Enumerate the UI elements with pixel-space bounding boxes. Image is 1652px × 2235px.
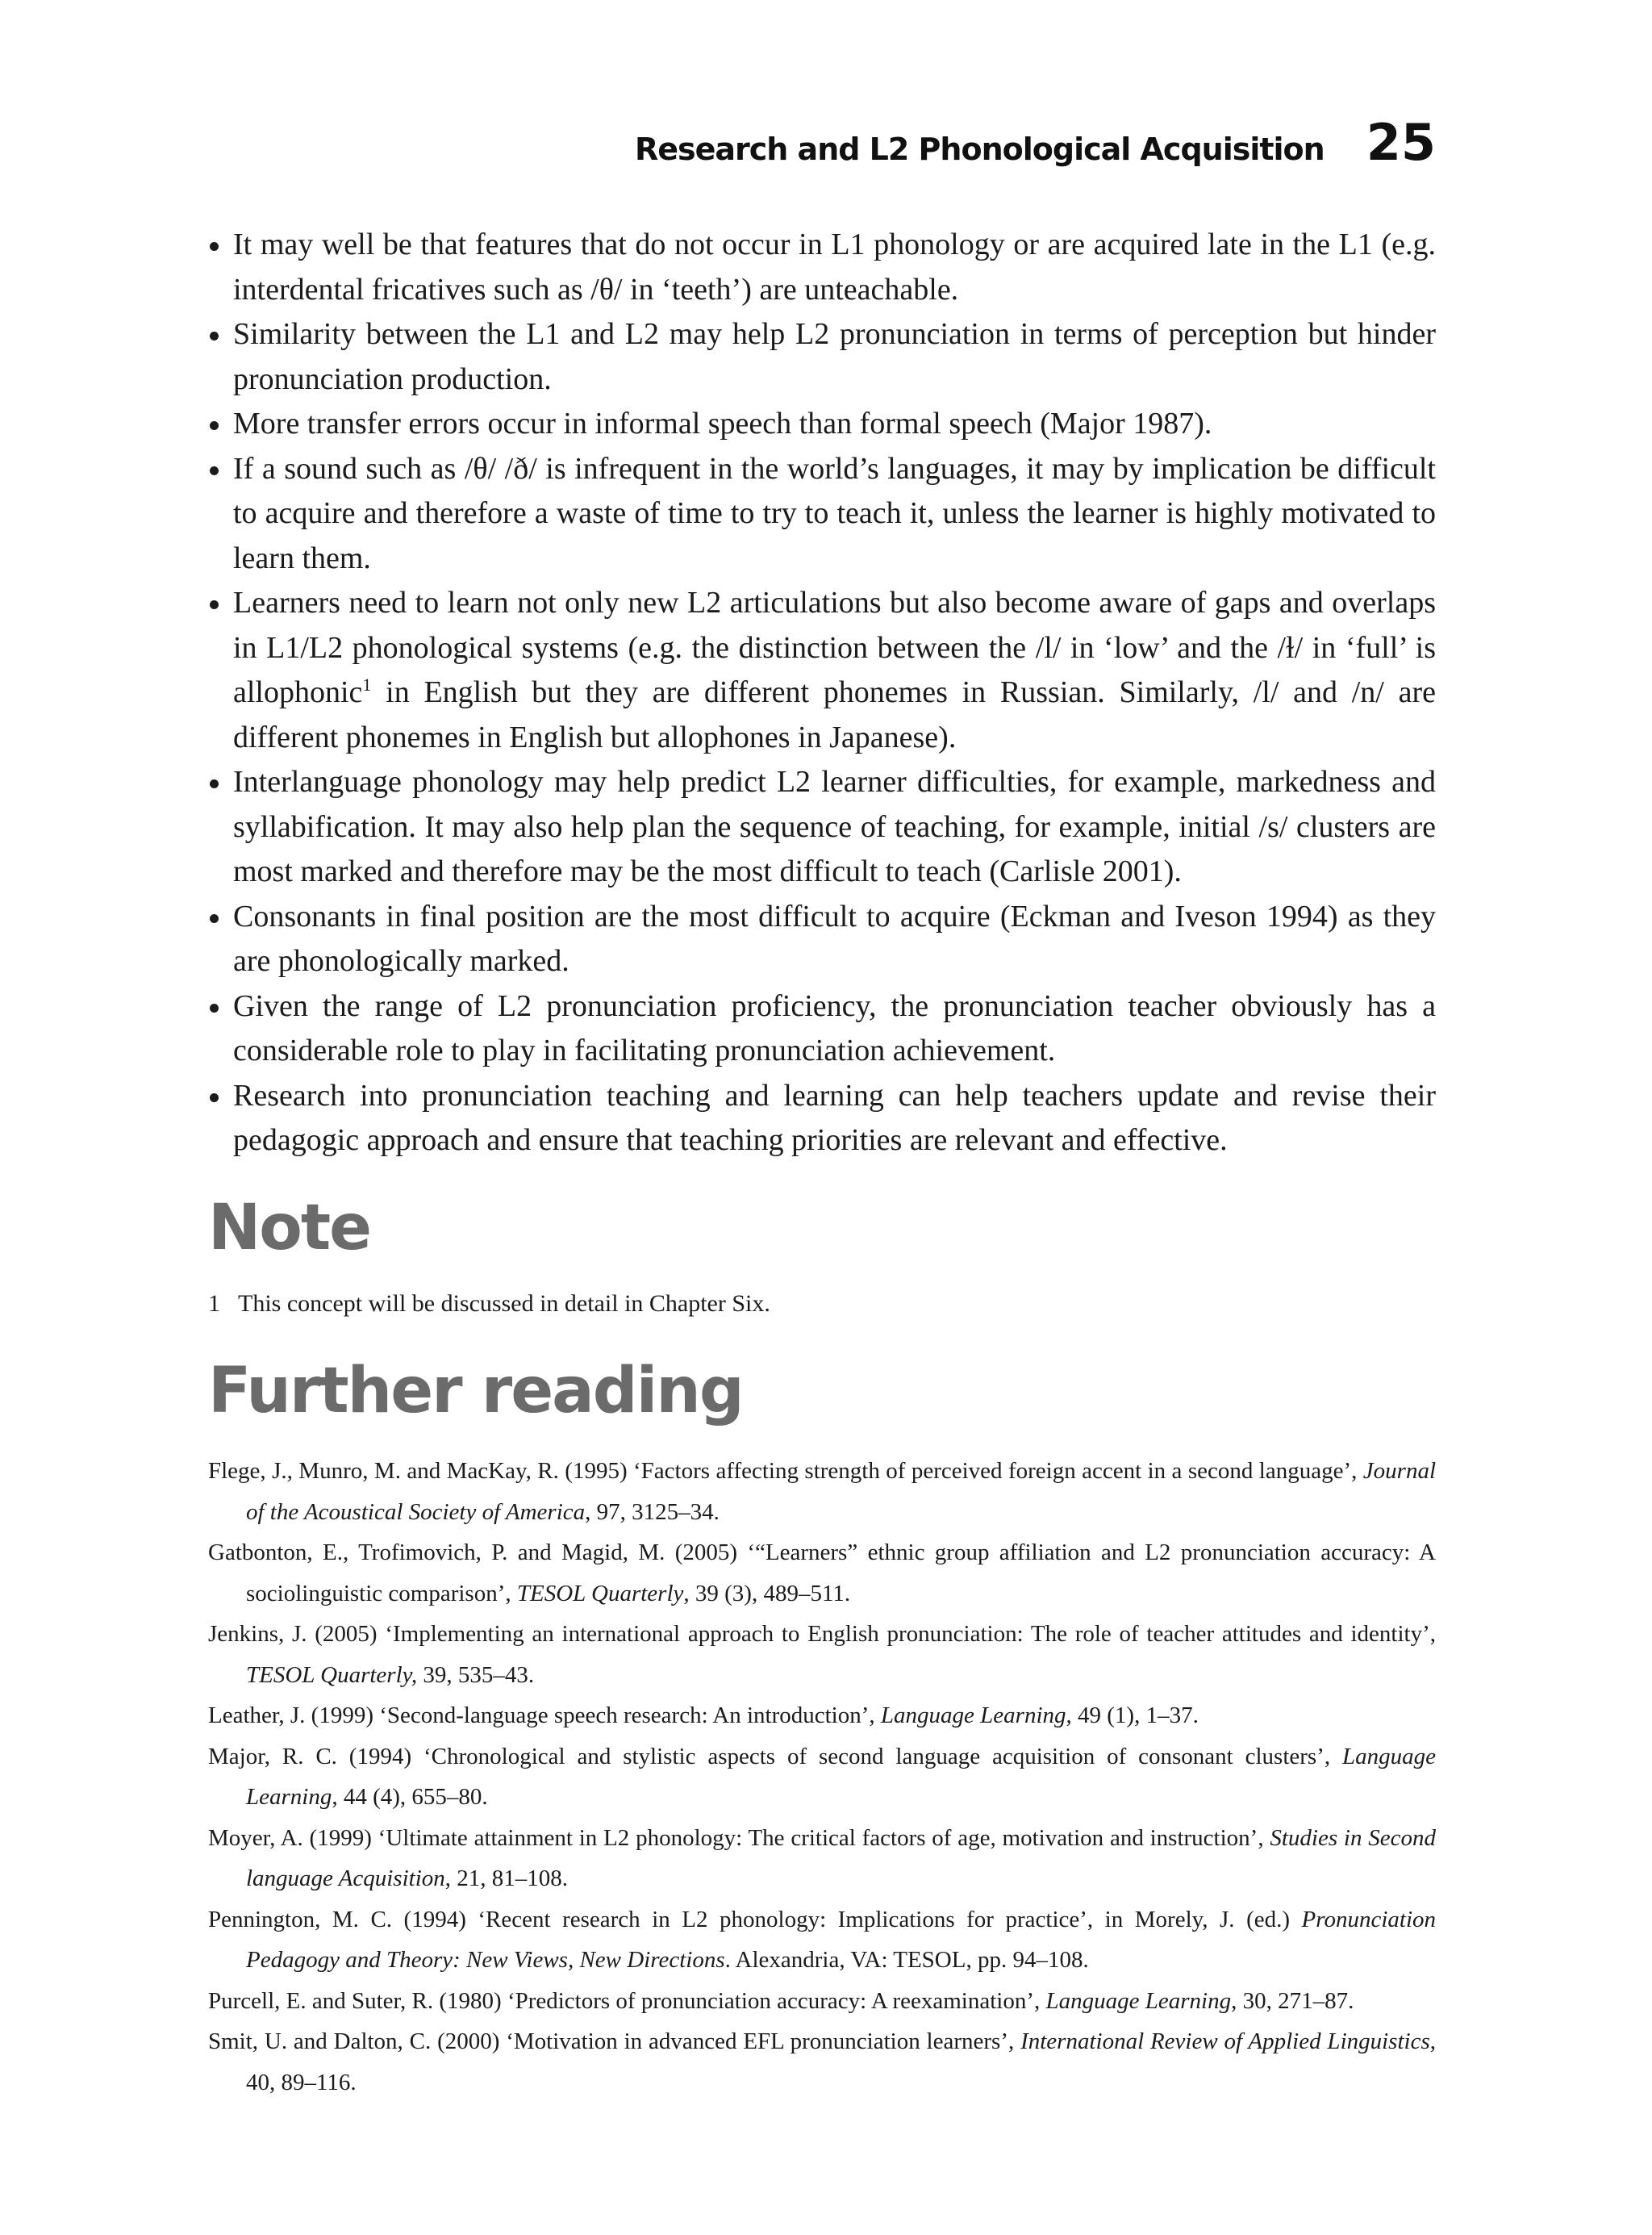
reference-item bbox=[208, 1981, 1436, 2022]
bullet-item bbox=[208, 895, 1436, 984]
reference-item bbox=[208, 1899, 1436, 1981]
reference-list bbox=[208, 1451, 1436, 2103]
reference-item bbox=[208, 2021, 1436, 2103]
running-head-title: Research and L2 Phonological Acquisition bbox=[634, 132, 1325, 167]
italic-title: International Review of Applied Linguistics bbox=[1020, 2028, 1430, 2054]
text-run: 49 (1), 1–37. bbox=[1071, 1702, 1199, 1728]
reference-item bbox=[208, 1736, 1436, 1818]
bullet-list bbox=[208, 223, 1436, 1163]
footnote-number: 1 bbox=[208, 1290, 220, 1317]
reference-item bbox=[208, 1451, 1436, 1532]
text-run: Jenkins, J. (2005) ‘Implementing an international approach to English pronunciation: The role of teacher attitudes and identity’, bbox=[208, 1621, 1436, 1647]
text-run: Major, R. C. (1994) ‘Chronological and stylistic aspects of second language acquisition of consonant clusters’, bbox=[208, 1743, 1342, 1769]
italic-title: Studies in Second language Acquisition bbox=[246, 1824, 1436, 1891]
bullet-item bbox=[208, 984, 1436, 1074]
bullet-item bbox=[208, 402, 1436, 447]
text-run: Given the range of L2 pronunciation proficiency, the pronunciation teacher obviously has a considerable role to play in facilitating pronunciation achievement. bbox=[233, 988, 1436, 1067]
running-head bbox=[635, 113, 1436, 172]
reference-item bbox=[208, 1695, 1436, 1736]
text-run: Consonants in final position are the most difficult to acquire (Eckman and Iveson 1994) as they are phonologically marked. bbox=[233, 899, 1436, 978]
text-run: , 21, 81–108. bbox=[444, 1865, 569, 1891]
text-run: Similarity between the L1 and L2 may help L2 pronunciation in terms of perception but hinder pronunciation production. bbox=[233, 317, 1436, 396]
bullet-item bbox=[208, 1074, 1436, 1163]
further-reading-heading: Further reading bbox=[208, 1355, 743, 1427]
italic-title: Pronunciation Pedagogy and Theory: New Views, New Directions bbox=[246, 1906, 1436, 1973]
reference-item bbox=[208, 1614, 1436, 1695]
text-run: Pennington, M. C. (1994) ‘Recent research in L2 phonology: Implications for practice’, in Morely, J. (ed.) bbox=[208, 1906, 1302, 1932]
italic-title: TESOL Quarterly bbox=[516, 1580, 684, 1606]
text-run: Smit, U. and Dalton, C. (2000) ‘Motivation in advanced EFL pronunciation learners’, bbox=[208, 2028, 1021, 2054]
bullet-item bbox=[208, 760, 1436, 895]
text-run: , 97, 3125–34. bbox=[585, 1498, 720, 1525]
italic-title: Language Learning bbox=[1045, 1987, 1232, 2014]
page-number: 25 bbox=[1366, 113, 1436, 172]
text-run: , 40, 89–116. bbox=[246, 2028, 1436, 2095]
italic-title: Language Learning, bbox=[880, 1702, 1072, 1728]
italic-title: Language Learning bbox=[246, 1743, 1436, 1810]
text-run: If a sound such as /θ/ /ð/ is infrequent in the world’s languages, it may by implication be difficult to acquire and therefore a waste of time to try to teach it, unless the learner is highly motivated to learn them. bbox=[233, 451, 1436, 575]
text-run: , 44 (4), 655–80. bbox=[332, 1784, 488, 1810]
text-run: Moyer, A. (1999) ‘Ultimate attainment in L2 phonology: The critical factors of age, motivation and instruction’, bbox=[208, 1824, 1270, 1851]
reference-item bbox=[208, 1532, 1436, 1614]
text-run: 39, 535–43. bbox=[417, 1661, 535, 1688]
text-run: . Alexandria, VA: TESOL, pp. 94–108. bbox=[724, 1947, 1089, 1973]
text-run: It may well be that features that do not occur in L1 phonology or are acquired late in the L1 (e.g. interdental fricatives such as /θ/ in ‘teeth’) are unteachable. bbox=[233, 228, 1436, 307]
bullet-item bbox=[208, 581, 1436, 760]
footnote-item bbox=[208, 1288, 1436, 1320]
reference-item bbox=[208, 1818, 1436, 1899]
text-run: Research into pronunciation teaching and learning can help teachers update and revise their pedagogic approach and ensure that teaching priorities are relevant and effective. bbox=[233, 1078, 1436, 1157]
text-run: Leather, J. (1999) ‘Second-language speech research: An introduction’, bbox=[208, 1702, 881, 1728]
text-run: , 39 (3), 489–511. bbox=[683, 1580, 851, 1606]
text-run: , 30, 271–87. bbox=[1231, 1987, 1354, 2014]
italic-title: Journal of the Acoustical Society of America bbox=[246, 1458, 1436, 1525]
italic-title: TESOL Quarterly, bbox=[246, 1661, 418, 1688]
text-run: Gatbonton, E., Trofimovich, P. and Magid, M. (2005) ‘“Learners” ethnic group affiliation and L2 pronunciation accuracy: A sociolinguistic comparison’, bbox=[208, 1539, 1436, 1606]
text-run: Purcell, E. and Suter, R. (1980) ‘Predictors of pronunciation accuracy: A reexamination’, bbox=[208, 1987, 1046, 2014]
text-run: More transfer errors occur in informal speech than formal speech (Major 1987). bbox=[233, 407, 1212, 441]
bullet-item bbox=[208, 447, 1436, 582]
text-run: in English but they are different phonemes in Russian. Similarly, /l/ and /n/ are different phonemes in English but allophones in Japanese). bbox=[233, 675, 1436, 754]
footnote-text: This concept will be discussed in detail in Chapter Six. bbox=[238, 1290, 770, 1317]
footnote-marker: 1 bbox=[362, 675, 372, 695]
text-run: Interlanguage phonology may help predict L2 learner difficulties, for example, markedness and syllabification. It may also help plan the sequence of teaching, for example, initial /s/ clusters are most marked and therefore may be the most difficult to teach (Carlisle 2001). bbox=[233, 765, 1436, 888]
bullet-item bbox=[208, 312, 1436, 402]
bullet-item bbox=[208, 223, 1436, 312]
footnote-list bbox=[208, 1288, 1436, 1320]
note-heading: Note bbox=[208, 1192, 371, 1264]
text-run: Flege, J., Munro, M. and MacKay, R. (1995) ‘Factors affecting strength of perceived foreign accent in a second language’, bbox=[208, 1458, 1363, 1484]
text-run: Learners need to learn not only new L2 articulations but also become aware of gaps and overlaps in L1/L2 phonological systems (e.g. the distinction between the /l/ in ‘low’ and the /ɫ/ in ‘full’ is allophonic bbox=[233, 586, 1436, 709]
